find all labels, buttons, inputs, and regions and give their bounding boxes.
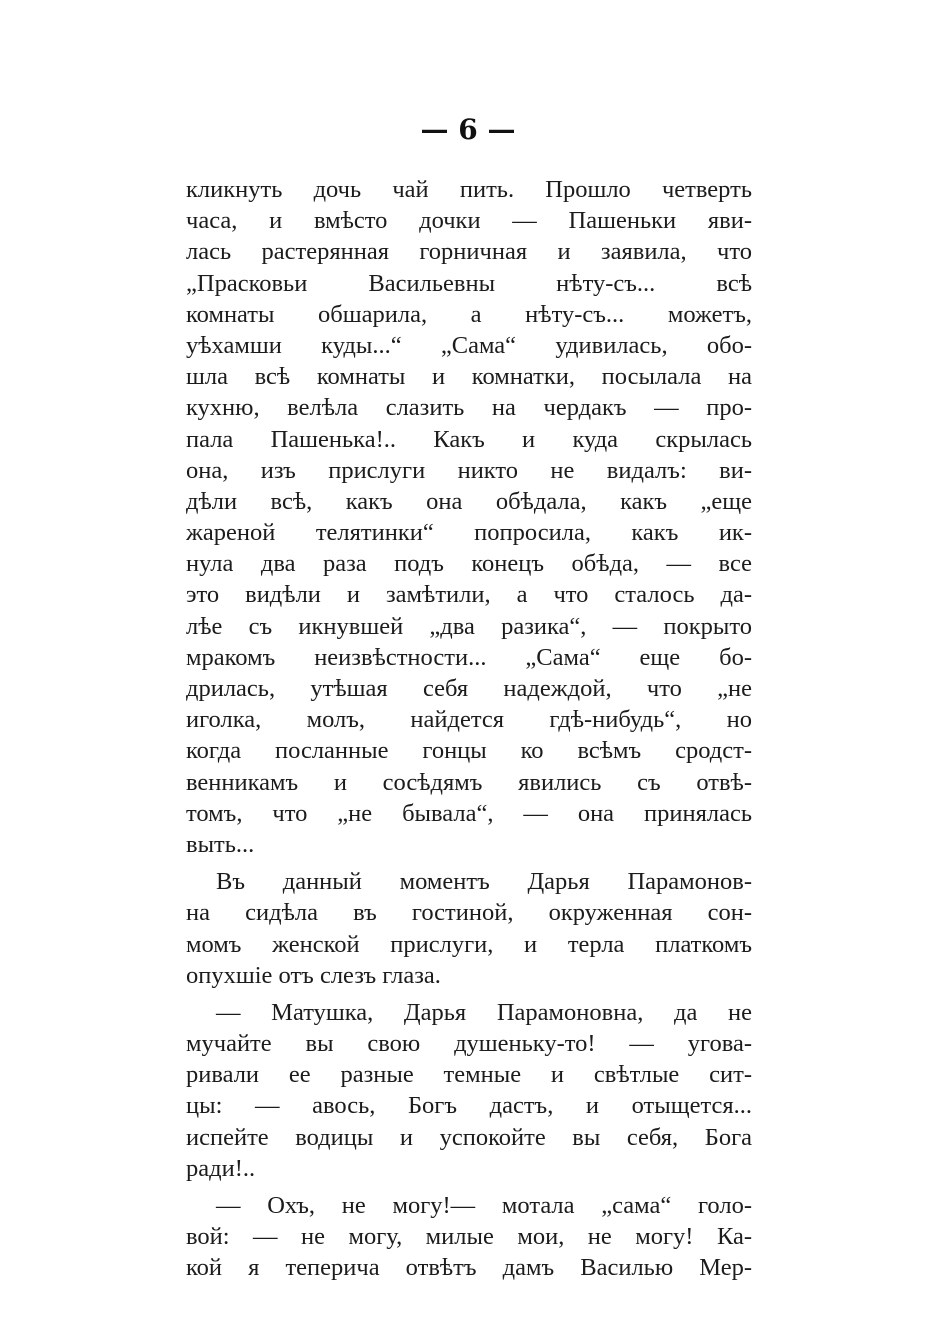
text-line: цы: — авось, Богъ дастъ, и отыщется... [186, 1092, 752, 1120]
text-line: мракомъ неизвѣстности... „Сама“ еще бо- [186, 643, 752, 671]
text-line: испейте водицы и успокойте вы себя, Бога [186, 1123, 752, 1151]
text-line: нула два раза подъ конецъ обѣда, — все [186, 550, 752, 578]
text-line: часа, и вмѣсто дочки — Пашеньки яви- [186, 207, 752, 235]
text-line: шла всѣ комнаты и комнатки, посылала на [186, 363, 752, 391]
text-line: момъ женской прислуги, и терла платкомъ [186, 930, 752, 958]
page-number: — 6 — [420, 113, 516, 146]
text-line: иголка, молъ, найдется гдѣ-нибудь“, но [186, 706, 752, 734]
body-text [186, 174, 752, 1284]
paragraph [186, 997, 752, 1184]
paragraph [186, 866, 752, 991]
text-line: ради!.. [186, 1154, 256, 1182]
text-line: томъ, что „не бывала“, — она принялась [186, 799, 752, 827]
text-line: когда посланные гонцы ко всѣмъ сродст- [186, 737, 752, 765]
text-line: дрилась, утѣшая себя надеждой, что „не [186, 675, 752, 702]
text-line: выть... [186, 830, 255, 858]
text-line: — Охъ, не могу!— мотала „сама“ голо- [216, 1192, 752, 1219]
paragraph [186, 174, 752, 860]
text-line: она, изъ прислуги никто не видалъ: ви- [186, 456, 752, 484]
text-line: лѣе съ икнувшей „два разика“, — покрыто [186, 612, 752, 640]
text-line: это видѣли и замѣтили, а что сталось да- [186, 581, 752, 609]
text-line: ривали ее разные темные и свѣтлые сит- [186, 1061, 752, 1089]
text-line: „Прасковьи Васильевны нѣту-съ... всѣ [186, 269, 752, 297]
text-line: кой я теперича отвѣтъ дамъ Василью Мер- [186, 1254, 752, 1282]
text-line: венникамъ и сосѣдямъ явились съ отвѣ- [186, 768, 752, 796]
text-line: на сидѣла въ гостиной, окруженная сон- [186, 899, 752, 927]
text-line: — Матушка, Дарья Парамоновна, да не [216, 998, 752, 1026]
text-line: комнаты обшарила, а нѣту-съ... можетъ, [186, 300, 752, 328]
text-line: Въ данный моментъ Дарья Парамонов- [216, 868, 752, 896]
text-line: уѣхамши куды...“ „Сама“ удивилась, обо- [186, 331, 752, 359]
text-line: кликнуть дочь чай пить. Прошло четверть [186, 176, 752, 203]
text-line: дѣли всѣ, какъ она обѣдала, какъ „еще [186, 487, 752, 515]
text-line: кухню, велѣла слазить на чердакъ — про- [186, 394, 752, 422]
text-line: жареной телятинки“ попросила, какъ ик- [186, 519, 752, 547]
paragraph [186, 1190, 752, 1284]
text-line: пала Пашенька!.. Какъ и куда скрылась [186, 425, 752, 453]
text-line: опухшіе отъ слезъ глаза. [186, 961, 441, 989]
text-line: мучайте вы свою душеньку-то! — угова- [186, 1030, 752, 1058]
text-line: вой: — не могу, милые мои, не могу! Ка- [186, 1223, 752, 1251]
text-line: лась растерянная горничная и заявила, что [186, 238, 752, 266]
